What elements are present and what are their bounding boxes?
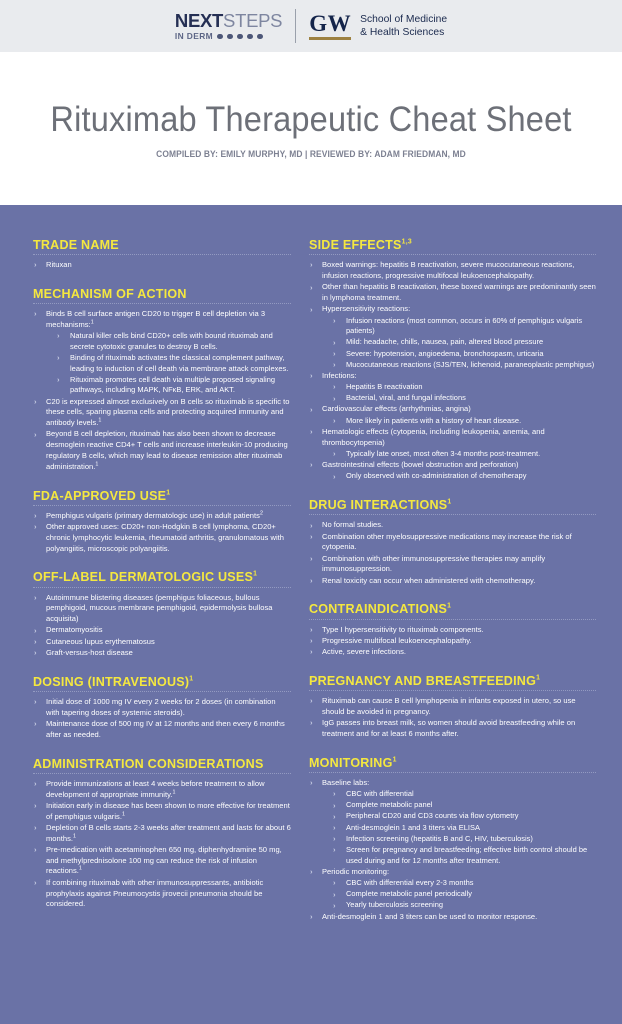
bullet-reference: 1 <box>73 833 77 840</box>
bullet-text: Type I hypersensitivity to rituximab components. <box>322 624 484 634</box>
bullet-text: Graft-versus-host disease <box>46 647 133 657</box>
chevron-right-icon: › <box>310 696 313 706</box>
bullet-item <box>33 845 291 877</box>
bullet-item <box>309 460 596 471</box>
bullet-item <box>33 823 291 845</box>
bullet-reference: 1 <box>90 319 94 326</box>
section-divider <box>309 254 596 255</box>
bullet-text: Rituximab can cause B cell lymphopenia in infants exposed in utero, so use should be avoided in pregnancy. <box>322 696 576 716</box>
bullet-item <box>309 867 596 878</box>
bullet-text: Mild: headache, chills, nausea, pain, altered blood pressure <box>346 337 544 347</box>
bullet-text: Bacterial, viral, and fungal infections <box>346 393 466 403</box>
bullet-item <box>309 718 596 740</box>
bullet-item <box>309 636 596 647</box>
content-panel <box>0 205 622 1024</box>
bullet-text: Renal toxicity can occur when administered with chemotherapy. <box>322 575 536 585</box>
bullet-text: Typically late onset, most often 3-4 months post-treatment. <box>346 448 541 458</box>
nsd-dot-icon <box>237 34 243 40</box>
bullet-item <box>33 878 291 910</box>
page-title: Rituximab Therapeutic Cheat Sheet <box>50 100 572 139</box>
bullet-text: Initiation early in disease has been shown to more effective for treatment of pemphigus vulgaris. <box>46 800 290 821</box>
bullet-text: Beyond B cell depletion, rituximab has also been shown to decrease desmoglein reactive CD4+ T cells and increase interleukin-10 producing regulatory B cells, which may lead to disease remission after rituximab administration. <box>46 429 288 471</box>
chevron-right-icon: › <box>333 471 336 481</box>
gw-gold-rule <box>309 37 351 40</box>
bullet-text: Depletion of B cells starts 2-3 weeks after treatment and lasts for about 6 months. <box>46 822 291 843</box>
bullet-item <box>309 520 596 531</box>
left-column <box>33 237 291 911</box>
byline: COMPILED BY: EMILY MURPHY, MD | REVIEWED BY: ADAM FRIEDMAN, MD <box>156 149 466 160</box>
bullet-text: If combining rituximab with other immunosuppressants, antibiotic prophylaxis against Pneumocystis jirovecii pneumonia should be considered. <box>46 877 264 909</box>
section-divider <box>309 772 596 773</box>
bullet-text: Rituximab promotes cell death via multiple proposed signaling pathways, including MAPK, NFκB, ERK, and AKT. <box>70 374 276 395</box>
bullet-list <box>33 593 291 659</box>
logo-group <box>175 9 447 43</box>
bullet-text: Initial dose of 1000 mg IV every 2 weeks for 2 doses (in combination with tapering doses of systemic steroids). <box>46 696 276 717</box>
nsd-steps-text: STEPS <box>223 9 283 31</box>
bullet-text: Screen for pregnancy and breastfeeding; effective birth control should be used during and for 12 months after treatment. <box>346 844 588 865</box>
bullet-list <box>309 260 596 482</box>
bullet-item <box>33 625 291 636</box>
chevron-right-icon: › <box>34 779 37 789</box>
bullet-text: Mucocutaneous reactions (SJS/TEN, lichenoid, paraneoplastic pemphigus) <box>346 359 595 369</box>
bullet-text: Maintenance dose of 500 mg IV at 12 months and then every 6 months after as needed. <box>46 718 285 739</box>
two-column-layout <box>33 237 596 923</box>
bullet-list <box>33 309 291 472</box>
sub-bullet-item <box>309 878 596 889</box>
sub-bullet-item <box>309 416 596 427</box>
section-divider <box>309 514 596 515</box>
chevron-right-icon: › <box>34 636 37 646</box>
chevron-right-icon: › <box>310 460 313 470</box>
bullet-text: Binding of rituximab activates the classical complement pathway, leading to induction of cell death via membrane attack complexes. <box>70 353 289 373</box>
right-column <box>309 237 596 923</box>
bullet-item <box>33 637 291 648</box>
bullet-list <box>33 779 291 910</box>
sub-bullet-item <box>33 353 291 374</box>
sub-bullet-item <box>309 393 596 404</box>
bullet-list <box>309 520 596 586</box>
chevron-right-icon: › <box>34 801 37 811</box>
bullet-item <box>33 511 291 522</box>
section-contraindications <box>309 601 596 658</box>
section-heading: FDA-APPROVED USE$^1$ <box>33 487 171 503</box>
section-divider <box>33 587 291 588</box>
chevron-right-icon: › <box>333 337 336 347</box>
chevron-right-icon: › <box>34 823 37 833</box>
sub-bullet-item <box>309 349 596 360</box>
chevron-right-icon: › <box>57 353 60 363</box>
bullet-text: Progressive multifocal leukoencephalopathy. <box>322 635 472 645</box>
sub-bullet-item <box>309 337 596 348</box>
section-heading-reference: 1 <box>166 487 171 497</box>
bullet-item <box>33 719 291 741</box>
bullet-item <box>309 554 596 576</box>
bullet-text: Pemphigus vulgaris (primary dermatologic use) in adult patients <box>46 510 260 520</box>
bullet-item <box>309 427 596 449</box>
sub-bullet-item <box>33 375 291 396</box>
chevron-right-icon: › <box>34 648 37 658</box>
sub-bullet-item <box>309 316 596 337</box>
chevron-right-icon: › <box>34 429 37 439</box>
chevron-right-icon: › <box>333 315 336 325</box>
bullet-text: Natural killer cells bind CD20+ cells with bound rituximab and secrete cytotoxic granules to destroy B cells. <box>70 331 273 351</box>
sub-bullet-item <box>309 823 596 834</box>
chevron-right-icon: › <box>310 427 313 437</box>
bullet-text: Boxed warnings: hepatitis B reactivation, severe mucocutaneous reactions, infusion reactions, progressive multifocal leukoencephalopathy. <box>322 260 575 280</box>
section-divider <box>33 254 291 255</box>
bullet-text: Dermatomyositis <box>46 625 103 635</box>
bullet-text: Cutaneous lupus erythematosus <box>46 636 155 646</box>
bullet-item <box>33 397 291 429</box>
bullet-text: Combination other myelosuppressive medications may increase the risk of cytopenia. <box>322 531 572 552</box>
chevron-right-icon: › <box>310 575 313 585</box>
bullet-reference: 1 <box>78 865 82 872</box>
chevron-right-icon: › <box>34 260 37 270</box>
bullet-item <box>309 282 596 304</box>
bullet-item <box>33 779 291 801</box>
bullet-item <box>33 260 291 271</box>
sub-bullet-item <box>309 449 596 460</box>
bullet-text: C20 is expressed almost exclusively on B cells so rituximab is specific to these cells, sparing plasma cells and protecting acquired immunity and antibody levels. <box>46 396 290 428</box>
chevron-right-icon: › <box>333 348 336 358</box>
bullet-text: CBC with differential every 2-3 months <box>346 878 474 888</box>
bullet-text: Anti-desmoglein 1 and 3 titers via ELISA <box>346 822 480 832</box>
bullet-text: Infusion reactions (most common, occurs in 60% of pemphigus vulgaris patients) <box>346 315 583 336</box>
bullet-reference: 1 <box>121 811 125 818</box>
section-off-label-dermatologic-uses <box>33 569 291 658</box>
chevron-right-icon: › <box>333 889 336 899</box>
bullet-item <box>309 647 596 658</box>
section-divider <box>33 303 291 304</box>
section-divider <box>33 505 291 506</box>
chevron-right-icon: › <box>310 520 313 530</box>
chevron-right-icon: › <box>310 778 313 788</box>
bullet-text: Hematologic effects (cytopenia, including leukopenia, anemia, and thrombocytopenia) <box>322 426 545 447</box>
sub-bullet-item <box>309 471 596 482</box>
section-mechanism-of-action <box>33 286 291 473</box>
bullet-reference: 2 <box>259 510 263 517</box>
bullet-item <box>33 309 291 331</box>
bullet-text: Combination with other immunosuppressive therapies may amplify immunosuppression. <box>322 553 546 574</box>
chevron-right-icon: › <box>333 878 336 888</box>
section-heading: DOSING (INTRAVENOUS)$^1$ <box>33 673 194 689</box>
bullet-text: Only observed with co-administration of chemotherapy <box>346 471 527 481</box>
bullet-text: Complete metabolic panel <box>346 800 433 810</box>
logo-bar <box>0 0 622 52</box>
sub-bullet-item <box>309 900 596 911</box>
chevron-right-icon: › <box>57 375 60 385</box>
section-heading-reference: 1 <box>253 569 258 578</box>
chevron-right-icon: › <box>34 592 37 602</box>
bullet-text: Gastrointestinal effects (bowel obstruction and perforation) <box>322 460 519 470</box>
bullet-text: More likely in patients with a history of heart disease. <box>346 415 522 425</box>
bullet-item <box>309 371 596 382</box>
section-heading: ADMINISTRATION CONSIDERATIONS <box>33 755 264 771</box>
title-block <box>0 52 622 205</box>
section-fda-approved-use <box>33 488 291 555</box>
bullet-item <box>309 304 596 315</box>
chevron-right-icon: › <box>310 282 313 292</box>
chevron-right-icon: › <box>310 718 313 728</box>
bullet-item <box>309 576 596 587</box>
chevron-right-icon: › <box>333 900 336 910</box>
chevron-right-icon: › <box>310 371 313 381</box>
bullet-reference: 1 <box>95 461 99 468</box>
bullet-item <box>33 648 291 659</box>
bullet-text: Pre-medication with acetaminophen 650 mg, diphenhydramine 50 mg, and methylprednisolone 100 mg can reduce the risk of infusion reactions. <box>46 844 282 876</box>
chevron-right-icon: › <box>34 511 37 521</box>
section-divider <box>309 690 596 691</box>
bullet-text: Other approved uses: CD20+ non-Hodgkin B cell lymphoma, CD20+ chronic lymphocytic leukemia, rheumatoid arthritis, granulomatous with polyangiitis, microscopic polyangiitis. <box>46 522 284 553</box>
bullet-text: Hepatitis B reactivation <box>346 382 423 392</box>
chevron-right-icon: › <box>333 382 336 392</box>
bullet-list <box>309 625 596 658</box>
chevron-right-icon: › <box>34 719 37 729</box>
bullet-text: Peripheral CD20 and CD3 counts via flow cytometry <box>346 811 519 821</box>
chevron-right-icon: › <box>310 647 313 657</box>
section-trade-name <box>33 237 291 271</box>
bullet-item <box>309 778 596 789</box>
chevron-right-icon: › <box>34 396 37 406</box>
bullet-text: Active, severe infections. <box>322 647 406 657</box>
bullet-text: Infection screening (hepatitis B and C, HIV, tuberculosis) <box>346 833 533 843</box>
bullet-text: Rituxan <box>46 260 72 270</box>
gw-school-line-2: & Health Sciences <box>360 27 445 38</box>
bullet-list <box>309 778 596 922</box>
bullet-text: Severe: hypotension, angioedema, bronchospasm, urticaria <box>346 348 544 358</box>
bullet-text: Complete metabolic panel periodically <box>346 889 473 899</box>
bullet-item <box>33 429 291 472</box>
chevron-right-icon: › <box>310 624 313 634</box>
section-heading-reference: 1 <box>447 496 452 506</box>
section-divider <box>309 619 596 620</box>
section-administration-considerations <box>33 756 291 911</box>
chevron-right-icon: › <box>333 416 336 426</box>
section-heading: SIDE EFFECTS$^{1,3}$ <box>309 236 412 252</box>
bullet-item <box>309 625 596 636</box>
chevron-right-icon: › <box>34 845 37 855</box>
section-side-effects <box>309 237 596 482</box>
sub-bullet-item <box>309 889 596 900</box>
chevron-right-icon: › <box>34 522 37 532</box>
section-heading-reference: 1,3 <box>401 236 412 246</box>
section-heading: OFF-LABEL DERMATOLOGIC USES$^1$ <box>33 569 258 585</box>
chevron-right-icon: › <box>310 867 313 877</box>
gw-monogram <box>309 12 351 40</box>
nsd-in-derm-text: IN DERM <box>174 31 214 42</box>
chevron-right-icon: › <box>333 449 336 459</box>
nsd-dots-icon <box>217 34 263 40</box>
nsd-dot-icon <box>227 34 233 40</box>
nsd-next-text: NEXT <box>174 9 224 31</box>
bullet-text: Anti-desmoglein 1 and 3 titers can be used to monitor response. <box>322 911 538 921</box>
section-heading: MONITORING$^1$ <box>309 754 397 770</box>
bullet-text: Baseline labs: <box>322 777 370 787</box>
section-heading: DRUG INTERACTIONS$^1$ <box>309 496 452 513</box>
chevron-right-icon: › <box>333 393 336 403</box>
nsd-tagline-row <box>175 32 263 40</box>
bullet-reference: 1 <box>172 788 176 795</box>
bullet-item <box>309 260 596 282</box>
nsd-dot-icon <box>257 34 263 40</box>
chevron-right-icon: › <box>310 911 313 921</box>
gw-letters: GW <box>309 10 352 36</box>
bullet-text: No formal studies. <box>322 520 384 530</box>
bullet-item <box>33 801 291 823</box>
bullet-reference: 1 <box>98 417 102 424</box>
section-divider <box>33 691 291 692</box>
bullet-text: Autoimmune blistering diseases (pemphigus foliaceous, bullous pemphigoid, mucous membrane pemphigoid, epidermolysis bullosa acquisita) <box>46 592 273 624</box>
chevron-right-icon: › <box>333 789 336 799</box>
chevron-right-icon: › <box>310 260 313 270</box>
chevron-right-icon: › <box>34 697 37 707</box>
sub-bullet-item <box>309 360 596 371</box>
chevron-right-icon: › <box>310 531 313 541</box>
bullet-item <box>33 522 291 554</box>
chevron-right-icon: › <box>333 822 336 832</box>
section-heading-reference: 1 <box>447 601 452 611</box>
bullet-text: Hypersensitivity reactions: <box>322 304 411 314</box>
bullet-list <box>33 511 291 555</box>
section-heading-reference: 1 <box>536 672 541 682</box>
bullet-text: Cardiovascular effects (arrhythmias, angina) <box>322 404 471 414</box>
bullet-item <box>33 593 291 625</box>
section-heading: PREGNANCY AND BREASTFEEDING$^1$ <box>309 672 541 688</box>
chevron-right-icon: › <box>333 360 336 369</box>
sub-bullet-item <box>33 331 291 352</box>
chevron-right-icon: › <box>310 304 313 314</box>
section-drug-interactions <box>309 497 596 586</box>
chevron-right-icon: › <box>333 800 336 810</box>
chevron-right-icon: › <box>34 309 37 319</box>
bullet-item <box>309 404 596 415</box>
logo-divider <box>295 9 296 43</box>
bullet-text: Other than hepatitis B reactivation, these boxed warnings are predominantly seen in lymphoma treatment. <box>322 282 596 303</box>
section-heading: MECHANISM OF ACTION <box>33 285 187 301</box>
section-monitoring <box>309 755 596 923</box>
sub-bullet-item <box>309 382 596 393</box>
section-dosing-intravenous <box>33 674 291 741</box>
bullet-text: Periodic monitoring: <box>322 866 390 876</box>
section-pregnancy-and-breastfeeding <box>309 673 596 740</box>
sub-bullet-item <box>309 834 596 845</box>
chevron-right-icon: › <box>57 331 60 341</box>
section-heading: TRADE NAME <box>33 237 119 252</box>
section-heading: CONTRAINDICATIONS$^1$ <box>309 601 452 617</box>
bullet-text: IgG passes into breast milk, so women should avoid breastfeeding while on treatment and for at least 6 months after. <box>322 718 576 738</box>
nsd-dot-icon <box>217 34 223 40</box>
bullet-list <box>309 696 596 740</box>
sub-bullet-item <box>309 800 596 811</box>
sub-bullet-item <box>309 845 596 866</box>
bullet-item <box>309 912 596 923</box>
next-steps-wordmark <box>174 9 283 31</box>
section-heading-reference: 1 <box>392 754 397 764</box>
bullet-text: Infections: <box>322 370 357 380</box>
gw-logo <box>309 12 447 40</box>
section-heading-reference: 1 <box>189 673 194 683</box>
bullet-item <box>33 697 291 719</box>
chevron-right-icon: › <box>34 625 37 635</box>
chevron-right-icon: › <box>333 811 336 821</box>
next-steps-in-derm-logo <box>174 9 283 42</box>
bullet-item <box>309 696 596 718</box>
bullet-item <box>309 532 596 554</box>
sub-bullet-item <box>309 789 596 800</box>
chevron-right-icon: › <box>310 553 313 563</box>
bullet-list <box>33 697 291 741</box>
bullet-list <box>33 260 291 271</box>
chevron-right-icon: › <box>310 404 313 414</box>
bullet-text: Binds B cell surface antigen CD20 to trigger B cell depletion via 3 mechanisms: <box>46 309 266 329</box>
chevron-right-icon: › <box>333 845 336 855</box>
bullet-text: CBC with differential <box>346 789 414 799</box>
bullet-text: Provide immunizations at least 4 weeks before treatment to allow development of appropriate immunity. <box>46 778 265 799</box>
gw-school-line-1: School of Medicine <box>360 13 448 25</box>
gw-school-name <box>360 13 447 39</box>
section-divider <box>33 773 291 774</box>
chevron-right-icon: › <box>333 834 336 844</box>
chevron-right-icon: › <box>310 636 313 646</box>
sub-bullet-item <box>309 811 596 822</box>
chevron-right-icon: › <box>34 878 37 888</box>
bullet-text: Yearly tuberculosis screening <box>346 900 444 910</box>
nsd-dot-icon <box>247 34 253 40</box>
